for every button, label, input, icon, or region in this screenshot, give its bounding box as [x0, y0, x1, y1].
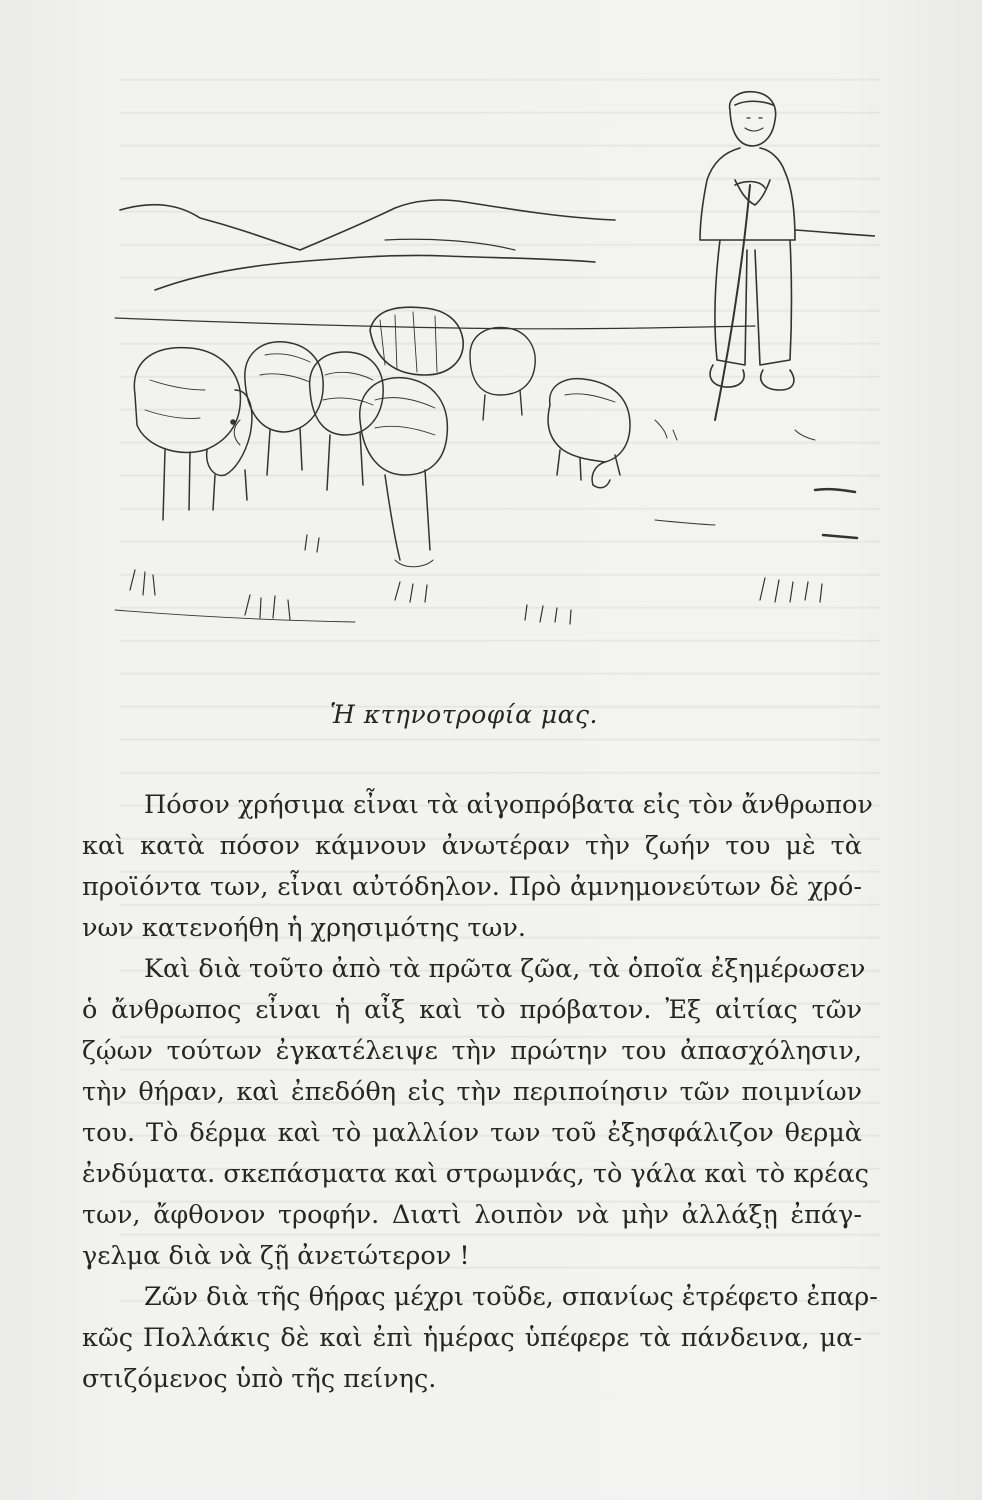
text-line: του. Τὸ δέρμα καὶ τὸ μαλλίον των τοῦ ἐξησφάλιζον θερμὰ	[82, 1118, 862, 1148]
text-line: γελμα διὰ νὰ ζῇ ἀνετώτερον !	[82, 1241, 470, 1271]
text-line: Ζῶν διὰ τῆς θήρας μέχρι τοῦδε, σπανίως ἐτρέφετο ἐπαρ-	[144, 1282, 878, 1312]
text-line: ἐνδύματα. σκεπάσματα καὶ στρωμνάς, τὸ γάλα καὶ τὸ κρέας	[82, 1159, 869, 1189]
text-line: Πόσον χρήσιμα εἶναι τὰ αἰγοπρόβατα εἰς τὸν ἄνθρωπον	[144, 790, 873, 820]
text-line: προϊόντα των, εἶναι αὐτόδηλον. Πρὸ ἀμνημονεύτων δὲ χρό-	[82, 872, 862, 902]
text-line: κῶς Πολλάκις δὲ καὶ ἐπὶ ἡμέρας ὑπέφερε τὰ πάνδεινα, μα-	[82, 1323, 862, 1353]
illustration-caption: Ἡ κτηνοτροφία μας.	[330, 700, 598, 729]
text-line: νων κατενοήθη ἡ χρησιμότης των.	[82, 913, 526, 943]
text-line: των, ἄφθονον τροφήν. Διατὶ λοιπὸν νὰ μὴν ἀλλάξῃ ἐπάγ-	[82, 1200, 862, 1230]
text-line: καὶ κατὰ πόσον κάμνουν ἀνωτέραν τὴν ζωήν του μὲ τὰ	[82, 831, 862, 861]
text-line: ὁ ἄνθρωπος εἶναι ἡ αἶξ καὶ τὸ πρόβατον. Ἐξ αἰτίας τῶν	[82, 995, 862, 1025]
body-text	[82, 785, 878, 1400]
shepherd-with-sheep-drawing	[95, 90, 875, 650]
text-line: Καὶ διὰ τοῦτο ἀπὸ τὰ πρῶτα ζῶα, τὰ ὁποῖα ἐξημέρωσεν	[144, 954, 866, 984]
text-line: στιζόμενος ὑπὸ τῆς πείνης.	[82, 1364, 437, 1394]
text-line: ζῴων τούτων ἐγκατέλειψε τὴν πρώτην του ἀπασχόλησιν,	[82, 1036, 862, 1066]
text-line: τὴν θήραν, καὶ ἐπεδόθη εἰς τὴν περιποίησιν τῶν ποιμνίων	[82, 1077, 862, 1107]
